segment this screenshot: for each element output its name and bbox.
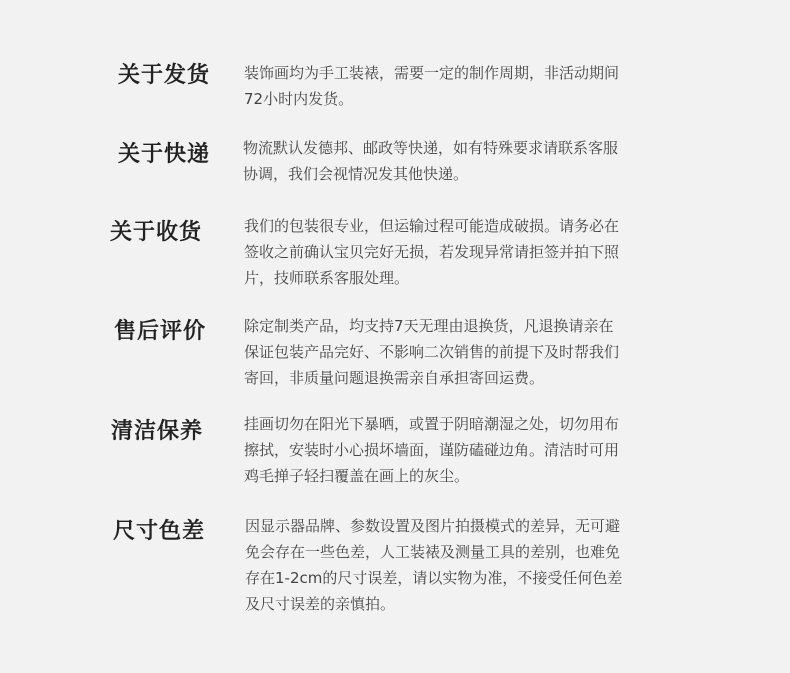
section-title: 售后评价 bbox=[114, 318, 207, 344]
section-text: 除定制类产品，均支持7天无理由退换货，凡退换请亲在 保证包装产品完好、不影响二次销售的前提下及时帮我们 寄回，非质量问题退换需亲自承担寄回运费。 bbox=[244, 317, 620, 387]
section-text: 挂画切勿在阳光下暴晒，或置于阴暗潮湿之处，切勿用布 擦拭，安装时小心损坏墙面，谨防磕碰边角。清洁时可用 鸡毛掸子轻扫覆盖在画上的灰尘。 bbox=[244, 415, 620, 485]
section-title: 清洁保养 bbox=[111, 418, 204, 444]
section-text: 物流默认发德邦、邮政等快递，如有特殊要求请联系客服 协调，我们会视情况发其他快递。 bbox=[243, 139, 619, 183]
section-title: 尺寸色差 bbox=[113, 518, 206, 544]
section-text: 装饰画均为手工装裱，需要一定的制作周期，非活动期间 72小时内发货。 bbox=[244, 64, 620, 108]
section-title: 关于发货 bbox=[118, 62, 211, 88]
section-title: 关于收货 bbox=[110, 219, 203, 245]
section-text: 因显示器品牌、参数设置及图片拍摄模式的差异，无可避 免会存在一些色差，人工装裱及测量工具的差别，也难免 存在1-2cm的尺寸误差，请以实物为准，不接受任何色差 及尺寸误差的亲慎拍。 bbox=[245, 517, 623, 613]
section-title: 关于快递 bbox=[118, 141, 211, 167]
section-text: 我们的包装很专业，但运输过程可能造成破损。请务必在 签收之前确认宝贝完好无损，若发现异常请拒签并拍下照 片，技师联系客服处理。 bbox=[244, 217, 620, 287]
